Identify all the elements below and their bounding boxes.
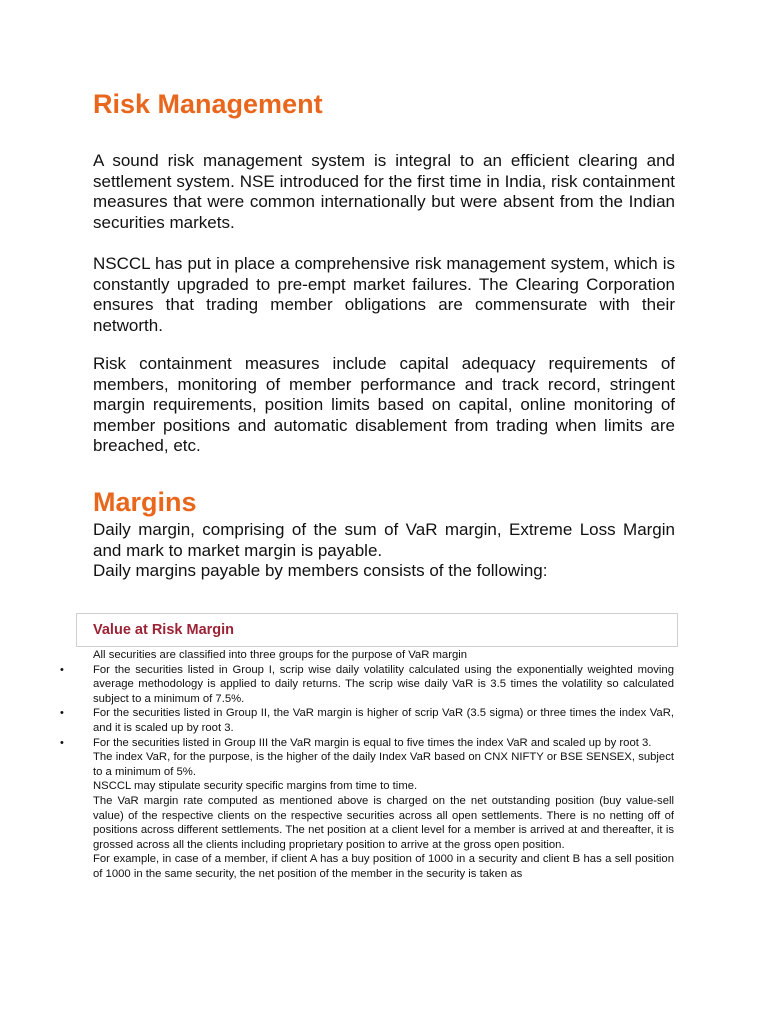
margins-line-2: Daily margins payable by members consists of the following: <box>93 561 548 580</box>
bullet-icon: • <box>60 663 64 676</box>
var-bullet-item <box>60 663 674 707</box>
risk-management-paragraph-1: A sound risk management system is integral to an efficient clearing and settlement system. NSE introduced for the first time in India, risk containment measures that were common internationally but were absent from the Indian securities markets. <box>93 151 675 232</box>
var-note-example: For example, in case of a member, if client A has a buy position of 1000 in a security and client B has a sell position of 1000 in the same security, the net position of the member in the security is taken as <box>93 853 674 880</box>
risk-management-heading: Risk Management <box>93 89 323 119</box>
bullet-icon: • <box>60 736 64 749</box>
value-at-risk-details <box>60 648 674 882</box>
value-at-risk-box <box>76 613 678 647</box>
margins-heading: Margins <box>93 487 197 517</box>
var-note-security-specific: NSCCL may stipulate security specific margins from time to time. <box>93 780 418 793</box>
var-bullet-text: For the securities listed in Group I, scrip wise daily volatility calculated using the exponentially weighted moving average methodology is applied to daily returns. The scrip wise daily VaR is 3.5 times the volatility so calculated subject to a minimum of 7.5%. <box>93 663 674 705</box>
var-bullet-list <box>60 663 674 751</box>
value-at-risk-heading: Value at Risk Margin <box>93 622 235 638</box>
var-bullet-item <box>60 706 674 735</box>
margins-description <box>93 520 675 582</box>
var-bullet-item <box>60 736 674 751</box>
risk-management-paragraph-3: Risk containment measures include capital adequacy requirements of members, monitoring of member performance and track record, stringent margin requirements, position limits based on capital, online monitoring of member positions and automatic disablement from trading when limits are breached, etc. <box>93 354 675 455</box>
var-bullet-text: For the securities listed in Group III the VaR margin is equal to five times the index VaR and scaled up by root 3. <box>93 736 652 749</box>
var-note-margin-rate: The VaR margin rate computed as mentioned above is charged on the net outstanding position (buy value-sell value) of the respective clients on the respective securities across all open settlements. There is no netting off of positions across different settlements. The net position at a client level for a member is arrived at and thereafter, it is grossed across all the clients including proprietary position to arrive at the gross open position. <box>93 794 674 851</box>
margins-line-1: Daily margin, comprising of the sum of VaR margin, Extreme Loss Margin and mark to market margin is payable. <box>93 520 675 560</box>
bullet-icon: • <box>60 707 64 720</box>
var-note-index-var: The index VaR, for the purpose, is the higher of the daily Index VaR based on CNX NIFTY or BSE SENSEX, subject to a minimum of 5%. <box>93 751 674 778</box>
var-intro: All securities are classified into three groups for the purpose of VaR margin <box>93 649 468 661</box>
risk-management-paragraph-2: NSCCL has put in place a comprehensive risk management system, which is constantly upgraded to pre-empt market failures. The Clearing Corporation ensures that trading member obligations are commensurate with their networth. <box>93 254 675 335</box>
var-bullet-text: For the securities listed in Group II, the VaR margin is higher of scrip VaR (3.5 sigma) or three times the index VaR, and it is scaled up by root 3. <box>93 707 674 734</box>
